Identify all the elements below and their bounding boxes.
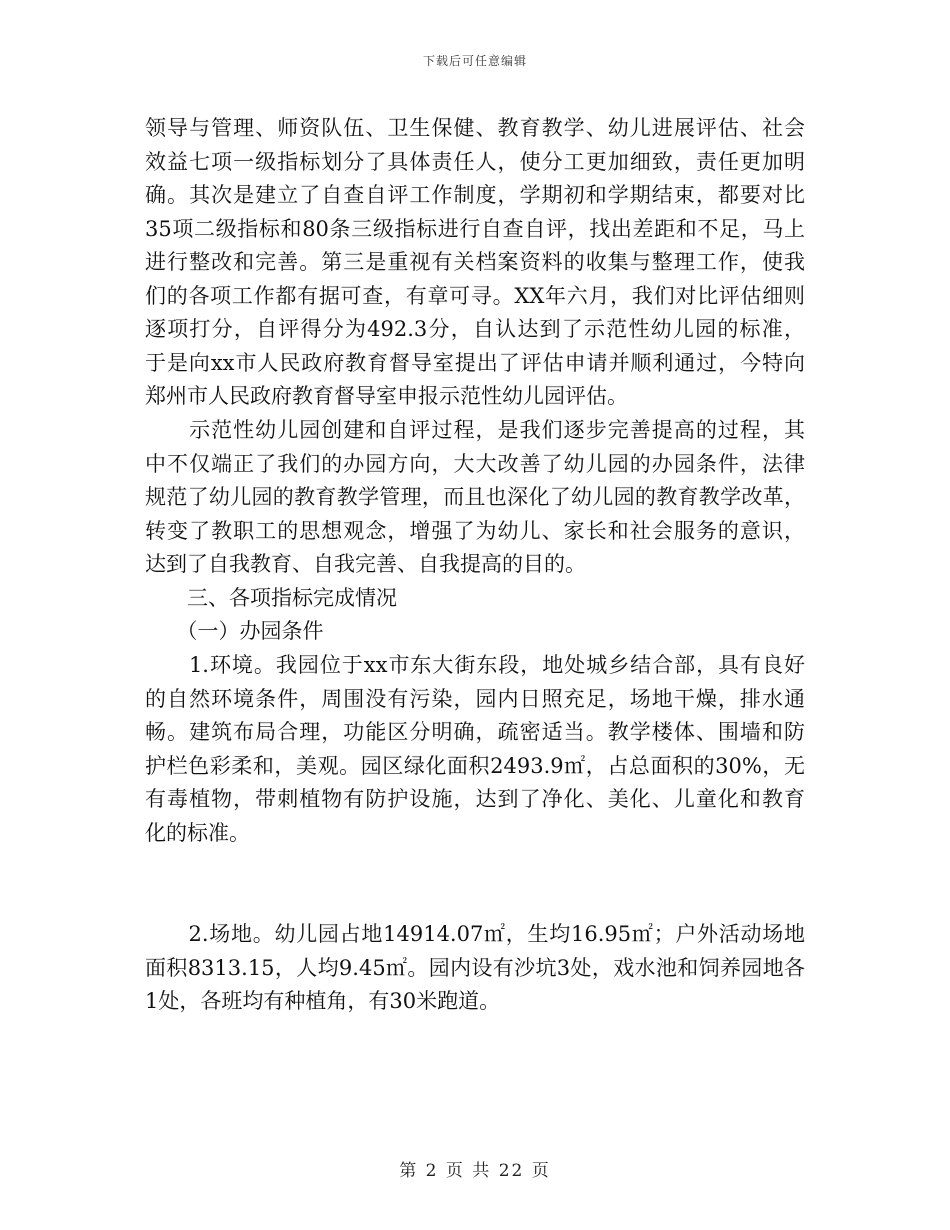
text-line: 效益七项一级指标划分了具体责任人，使分工更加细致，责任更加明	[145, 149, 805, 174]
page-number: 第 2 页 共 22 页	[399, 1161, 551, 1181]
text-line: 郑州市人民政府教育督导室申报示范性幼儿园评估。	[145, 384, 628, 408]
text-line: 1处，各班均有种植角，有30米跑道。	[145, 989, 501, 1013]
section-heading	[145, 582, 805, 616]
subsection-heading	[145, 615, 805, 649]
text-line: 中不仅端正了我们的办园方向，大大改善了幼儿园的办园条件，法律	[145, 451, 805, 476]
text-line: 示范性幼儿园创建和自评过程，是我们逐步完善提高的过程，其	[145, 418, 805, 442]
text-line: 1.环境。我园位于xx市东大街东段，地处城乡结合部，具有良好	[145, 653, 805, 677]
text-line: 2.场地。幼儿园占地14914.07㎡，生均16.95㎡；户外活动场地	[145, 922, 805, 946]
page-header: 下载后可任意编辑	[422, 54, 527, 68]
text-line: 领导与管理、师资队伍、卫生保健、教育教学、幼儿进展评估、社会	[145, 116, 805, 140]
text-line: 畅。建筑布局合理，功能区分明确，疏密适当。教学楼体、围墙和防	[145, 720, 805, 744]
paragraph-environment	[145, 649, 805, 850]
text-line: 35项二级指标和80条三级指标进行自查自评，找出差距和不足，马上	[145, 216, 805, 241]
paragraph-2	[145, 414, 805, 582]
text-line: 化的标准。	[145, 820, 250, 845]
text-line: 护栏色彩柔和，美观。园区绿化面积2493.9㎡，占总面积的30%，无	[145, 753, 805, 778]
text-line: 规范了幼儿园的教育教学管理，而且也深化了幼儿园的教育教学改革，	[145, 485, 805, 509]
paragraph-1	[145, 112, 805, 414]
section-heading-text: 三、各项指标完成情况	[145, 586, 397, 610]
text-line: 面积8313.15，人均9.45㎡。园内设有沙坑3处，戏水池和饲养园地各	[145, 955, 805, 980]
text-line: 进行整改和完善。第三是重视有关档案资料的收集与整理工作，使我	[145, 250, 805, 274]
text-line: 们的各项工作都有据可查，有章可寻。XX年六月，我们对比评估细则	[145, 283, 805, 308]
text-line: 有毒植物，带刺植物有防护设施，达到了净化、美化、儿童化和教育	[145, 787, 805, 811]
text-line: 转变了教职工的思想观念，增强了为幼儿、家长和社会服务的意识，	[145, 518, 805, 543]
paragraph-site	[145, 918, 805, 1019]
text-line: 逐项打分，自评得分为492.3分，自认达到了示范性幼儿园的标准，	[145, 317, 805, 341]
text-line: 确。其次是建立了自查自评工作制度，学期初和学期结束，都要对比	[145, 183, 805, 207]
text-line: 于是向xx市人民政府教育督导室提出了评估申请并顺利通过，今特向	[145, 350, 805, 375]
text-line: 的自然环境条件，周围没有污染，园内日照充足，场地干燥，排水通	[145, 686, 805, 711]
subsection-heading-text: （一）办园条件	[145, 619, 324, 643]
text-line: 达到了自我教育、自我完善、自我提高的目的。	[145, 552, 586, 576]
